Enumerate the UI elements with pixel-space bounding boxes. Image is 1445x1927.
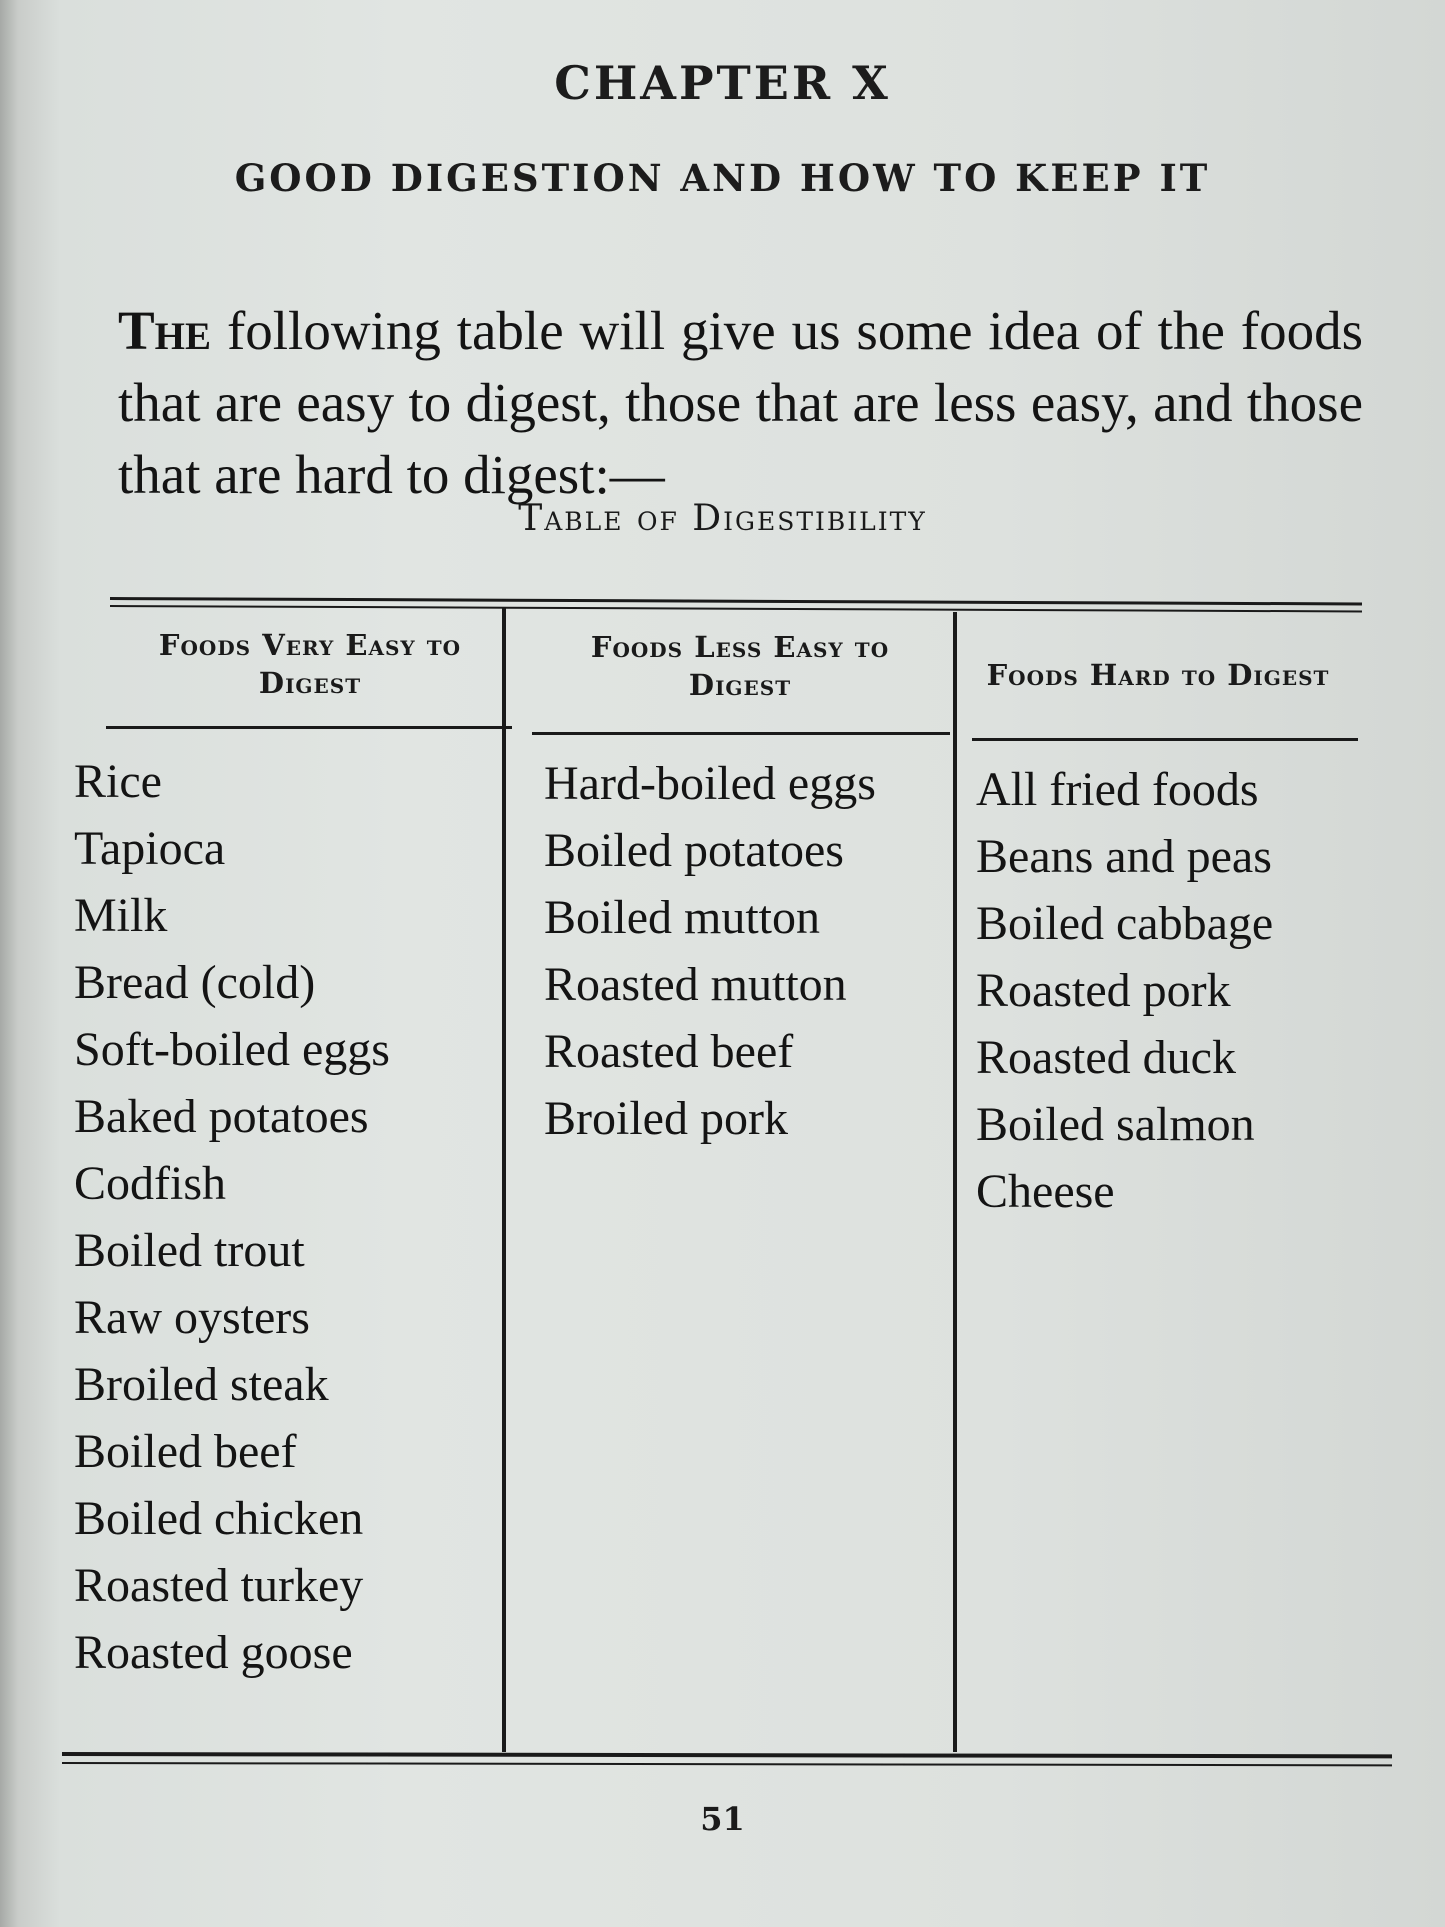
- header-rule: [972, 738, 1358, 741]
- intro-paragraph: [118, 295, 1363, 511]
- intro-lead-word: The: [118, 300, 212, 361]
- page-number: 51: [700, 1800, 745, 1838]
- table-caption: Table of Digestibility: [518, 498, 927, 539]
- column-divider: [953, 612, 957, 1752]
- list-item: Milk: [74, 889, 168, 942]
- table-bottom-rule-thin: [62, 1762, 1392, 1766]
- list-item: Roasted duck: [976, 1031, 1236, 1084]
- list-item: All fried foods: [976, 763, 1259, 816]
- list-item: Bread (cold): [74, 956, 316, 1009]
- list-item: Cheese: [976, 1165, 1115, 1218]
- column-header-hard: Foods Hard to Digest: [986, 658, 1330, 692]
- list-item: Boiled trout: [74, 1224, 305, 1277]
- list-very-easy-foods: [74, 748, 390, 1686]
- list-item: Boiled cabbage: [976, 897, 1274, 950]
- list-item: Roasted mutton: [544, 958, 847, 1011]
- list-item: Boiled beef: [74, 1425, 297, 1478]
- list-item: Hard-boiled eggs: [544, 757, 876, 810]
- list-less-easy-foods: [544, 750, 876, 1152]
- list-item: Boiled potatoes: [544, 824, 844, 877]
- column-divider: [502, 608, 506, 1752]
- list-item: Tapioca: [74, 822, 226, 875]
- header-rule: [106, 726, 512, 729]
- list-item: Roasted goose: [74, 1626, 353, 1679]
- column-header-very-easy: Foods Very Easy to Digest: [158, 628, 462, 700]
- table-top-rule-thin: [110, 605, 1362, 612]
- intro-text: following table will give us some idea of the foods that are easy to digest, those that are less easy, and those that are hard to digest:—: [118, 300, 1363, 505]
- list-item: Roasted turkey: [74, 1559, 364, 1612]
- list-item: Codfish: [74, 1157, 227, 1210]
- list-item: Boiled salmon: [976, 1098, 1255, 1151]
- list-item: Broiled steak: [74, 1358, 329, 1411]
- table-bottom-rule: [62, 1752, 1392, 1758]
- list-item: Boiled mutton: [544, 891, 820, 944]
- list-item: Baked potatoes: [74, 1090, 369, 1143]
- list-item: Broiled pork: [544, 1092, 788, 1145]
- column-header-less-easy: Foods Less Easy to Digest: [590, 630, 890, 702]
- list-item: Raw oysters: [74, 1291, 310, 1344]
- list-hard-foods: [976, 756, 1273, 1225]
- chapter-title: GOOD DIGESTION AND HOW TO KEEP IT: [234, 156, 1211, 200]
- list-item: Beans and peas: [976, 830, 1272, 883]
- header-rule: [532, 732, 950, 735]
- table-top-rule: [110, 597, 1362, 605]
- list-item: Boiled chicken: [74, 1492, 364, 1545]
- list-item: Roasted pork: [976, 964, 1231, 1017]
- list-item: Roasted beef: [544, 1025, 794, 1078]
- list-item: Rice: [74, 755, 162, 808]
- chapter-heading: CHAPTER X: [554, 56, 891, 110]
- list-item: Soft-boiled eggs: [74, 1023, 390, 1076]
